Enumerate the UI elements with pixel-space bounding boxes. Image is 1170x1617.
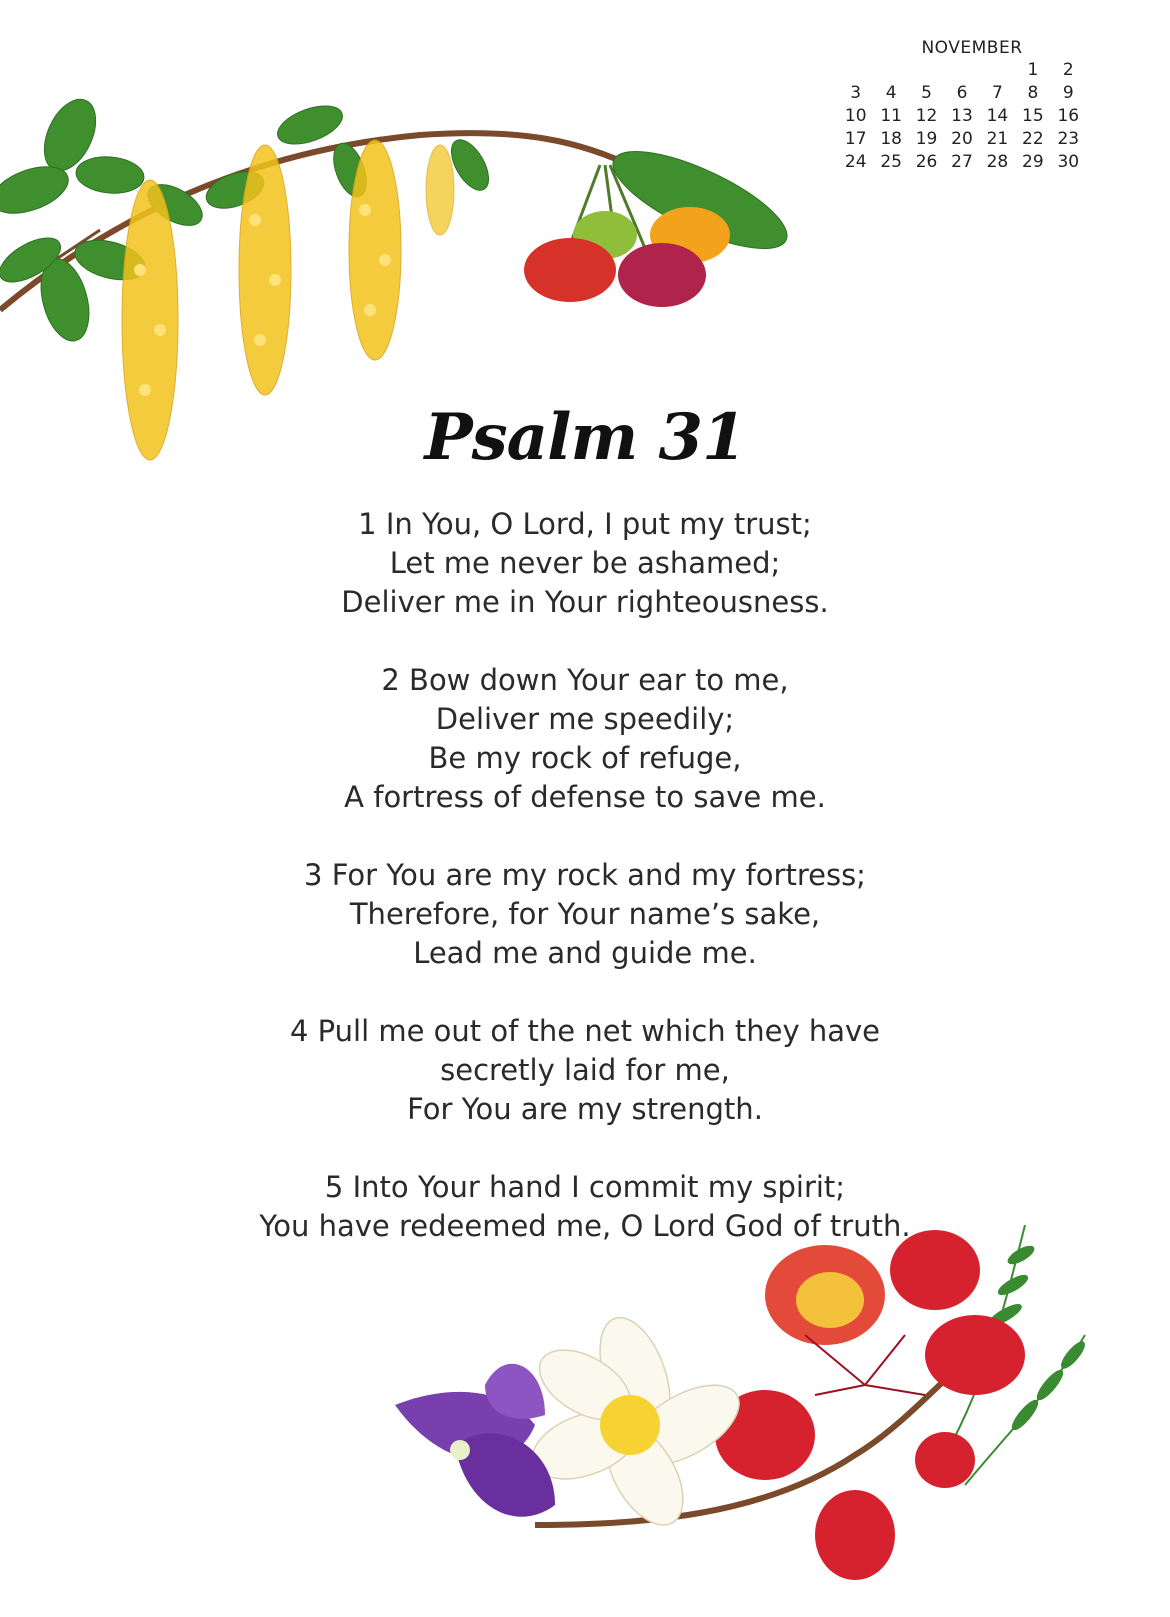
calendar-day: 13 [951, 106, 973, 126]
stanza [140, 1012, 1030, 1129]
calendar-day: 12 [915, 106, 938, 126]
calendar-day: 22 [1022, 129, 1044, 149]
calendar-day: 27 [951, 152, 973, 172]
calendar-empty-cell [980, 60, 1015, 81]
calendar-day: 4 [885, 83, 897, 103]
calendar-day: 18 [880, 129, 902, 149]
verse-line: 2 Bow down Your ear to me, [381, 663, 789, 697]
calendar-day: 19 [915, 129, 938, 149]
calendar-day: 5 [921, 83, 932, 103]
calendar-day: 25 [880, 152, 902, 172]
calendar-month: NOVEMBER [921, 38, 1023, 58]
verse-line: 4 Pull me out of the net which they have [290, 1014, 880, 1048]
calendar-empty-cell [944, 60, 979, 81]
verse-line: Therefore, for Your name’s sake, [349, 897, 821, 931]
calendar-day: 9 [1062, 83, 1074, 103]
verse-line: 1 In You, O Lord, I put my trust; [358, 507, 812, 541]
verse-line: A fortress of defense to save me. [344, 780, 826, 814]
bottom-floral-illustration [385, 1225, 1145, 1617]
calendar-day: 11 [880, 106, 902, 126]
verse-line: For You are my strength. [407, 1092, 763, 1126]
verse-line: Deliver me in Your righteousness. [341, 585, 829, 619]
calendar [838, 38, 1086, 173]
psalm-text [140, 505, 1030, 1285]
verse-line: secretly laid for me, [440, 1053, 730, 1087]
stanza [140, 505, 1030, 622]
verse-line: Let me never be ashamed; [389, 546, 781, 580]
calendar-day: 3 [850, 83, 862, 103]
stanza [140, 856, 1030, 973]
calendar-day: 1 [1027, 60, 1039, 80]
calendar-grid [838, 60, 1086, 173]
verse-line: Be my rock of refuge, [428, 741, 742, 775]
verse-line: 3 For You are my rock and my fortress; [304, 858, 866, 892]
calendar-day: 24 [844, 152, 867, 172]
calendar-day: 8 [1027, 83, 1039, 103]
page-title: Psalm 31 [424, 400, 746, 475]
calendar-empty-cell [838, 60, 873, 81]
calendar-day: 15 [1022, 106, 1044, 126]
calendar-day: 7 [992, 83, 1003, 103]
calendar-empty-cell [909, 60, 944, 81]
verse-line: Lead me and guide me. [413, 936, 757, 970]
verse-line: You have redeemed me, O Lord God of truth. [259, 1209, 911, 1243]
calendar-day: 2 [1062, 60, 1074, 80]
calendar-day: 30 [1057, 152, 1080, 172]
verse-line: 5 Into Your hand I commit my spirit; [324, 1170, 846, 1204]
stanza [140, 661, 1030, 817]
calendar-day: 16 [1057, 106, 1080, 126]
verse-line: Deliver me speedily; [435, 702, 735, 736]
calendar-day: 28 [986, 152, 1009, 172]
calendar-day: 29 [1022, 152, 1044, 172]
calendar-day: 23 [1057, 129, 1080, 149]
calendar-day: 20 [951, 129, 973, 149]
calendar-day: 6 [956, 83, 968, 103]
calendar-empty-cell [873, 60, 908, 81]
calendar-day: 14 [986, 106, 1009, 126]
calendar-day: 10 [844, 106, 867, 126]
calendar-day: 21 [986, 129, 1009, 149]
calendar-day: 26 [915, 152, 938, 172]
calendar-day: 17 [844, 129, 867, 149]
